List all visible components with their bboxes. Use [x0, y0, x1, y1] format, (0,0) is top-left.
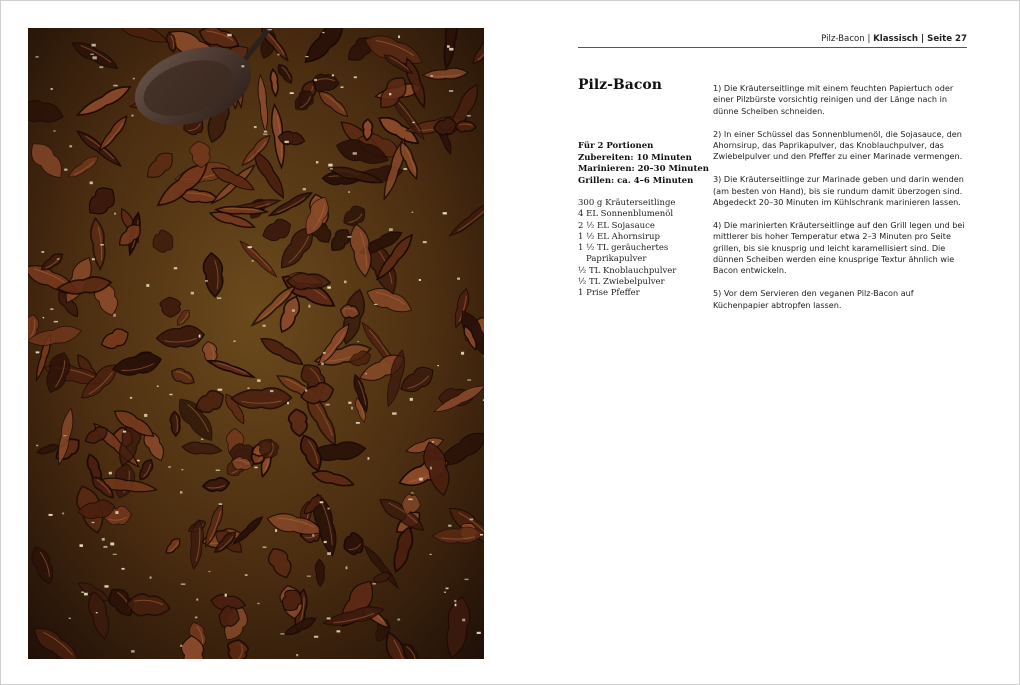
garlic-fleck: [351, 407, 353, 410]
garlic-fleck: [461, 352, 464, 355]
garlic-fleck: [43, 317, 45, 318]
step-4: 4) Die marinierten Kräuterseitlinge auf den Grill legen und bei mittlerer bis hoher Temperatur etwa 2–3 Minuten pro Seite grillen, bis sie knusprig und leicht karamellisiert sind. Die dünnen Scheiben werden eine knusprige Textur ähnlich wie Bacon entwickeln.: [713, 219, 965, 276]
garlic-fleck: [309, 305, 311, 308]
garlic-fleck: [455, 604, 457, 607]
garlic-fleck: [447, 45, 450, 47]
running-head-section: Klassisch | Seite 27: [873, 34, 967, 44]
garlic-fleck: [123, 431, 126, 433]
garlic-fleck: [480, 534, 483, 536]
garlic-fleck: [444, 592, 446, 593]
garlic-fleck: [305, 56, 308, 57]
garlic-fleck: [454, 600, 456, 602]
garlic-fleck: [254, 126, 257, 128]
garlic-fleck: [182, 469, 184, 470]
garlic-fleck: [287, 402, 289, 405]
instruction-steps: [713, 83, 969, 322]
garlic-fleck: [437, 365, 439, 366]
garlic-fleck: [137, 460, 140, 462]
garlic-fleck: [449, 48, 453, 51]
garlic-fleck: [314, 636, 318, 638]
garlic-fleck: [348, 191, 350, 193]
garlic-fleck: [157, 386, 159, 388]
garlic-fleck: [241, 65, 244, 67]
marinate-time: Marinieren: 20–30 Minuten: [578, 164, 709, 174]
garlic-fleck: [346, 566, 348, 569]
garlic-fleck: [397, 619, 400, 621]
garlic-fleck: [248, 246, 252, 248]
garlic-fleck: [96, 612, 98, 613]
garlic-fleck: [324, 541, 327, 543]
garlic-fleck: [316, 161, 319, 164]
garlic-fleck: [290, 92, 294, 94]
garlic-fleck: [90, 182, 93, 185]
garlic-fleck: [180, 491, 182, 493]
garlic-fleck: [133, 78, 135, 80]
garlic-fleck: [35, 56, 38, 57]
garlic-fleck: [102, 538, 105, 541]
garlic-fleck: [357, 341, 359, 342]
garlic-fleck: [411, 492, 414, 493]
garlic-fleck: [62, 513, 64, 515]
ingredient-item: ½ TL Zwiebelpulver: [578, 277, 665, 288]
garlic-fleck: [322, 32, 324, 33]
running-head: [578, 34, 967, 44]
garlic-fleck: [92, 44, 96, 47]
garlic-fleck: [392, 412, 397, 414]
garlic-fleck: [330, 168, 333, 170]
garlic-fleck: [332, 75, 334, 77]
garlic-fleck: [36, 351, 40, 353]
garlic-fleck: [312, 534, 314, 537]
garlic-fleck: [432, 441, 434, 443]
garlic-fleck: [257, 603, 259, 604]
garlic-fleck: [130, 397, 132, 399]
garlic-fleck: [467, 115, 471, 117]
garlic-fleck: [216, 470, 220, 471]
garlic-fleck: [90, 54, 93, 55]
garlic-fleck: [326, 404, 330, 406]
food-photo: [28, 28, 484, 659]
garlic-fleck: [195, 617, 198, 619]
garlic-fleck: [443, 212, 447, 214]
garlic-fleck: [296, 654, 298, 656]
garlic-fleck: [280, 633, 284, 634]
garlic-fleck: [150, 577, 152, 579]
garlic-fleck: [110, 543, 114, 546]
garlic-fleck: [483, 399, 484, 401]
garlic-fleck: [327, 286, 331, 288]
garlic-fleck: [263, 134, 267, 135]
running-head-separator: |: [864, 34, 874, 44]
garlic-fleck: [131, 650, 135, 653]
garlic-fleck: [398, 36, 400, 39]
garlic-fleck: [80, 544, 84, 547]
garlic-fleck: [341, 86, 344, 88]
garlic-fleck: [353, 152, 357, 155]
garlic-fleck: [465, 579, 469, 580]
garlic-fleck: [412, 212, 414, 213]
garlic-fleck: [233, 341, 235, 342]
garlic-fleck: [196, 599, 198, 601]
garlic-fleck: [92, 258, 95, 260]
garlic-fleck: [423, 241, 427, 243]
garlic-fleck: [323, 352, 326, 354]
garlic-fleck: [247, 388, 249, 390]
garlic-fleck: [430, 467, 432, 470]
garlic-fleck: [227, 34, 231, 37]
garlic-fleck: [209, 571, 211, 572]
ingredient-item: 1 ½ TL geräuchertes: [578, 243, 669, 254]
recipe-meta: [578, 141, 708, 187]
garlic-fleck: [93, 56, 97, 59]
garlic-fleck: [305, 390, 307, 392]
garlic-fleck: [446, 588, 449, 590]
garlic-fleck: [477, 632, 481, 634]
garlic-fleck: [321, 363, 323, 366]
garlic-fleck: [169, 394, 172, 395]
garlic-fleck: [217, 297, 221, 299]
garlic-fleck: [275, 529, 277, 532]
garlic-fleck: [285, 141, 289, 143]
garlic-fleck: [337, 630, 341, 632]
garlic-fleck: [270, 390, 273, 392]
garlic-fleck: [69, 145, 72, 147]
step-2: 2) In einer Schüssel das Sonnenblumenöl, die Sojasauce, den Ahornsirup, das Paprikapulver, das Knoblauchpulver, das Zwiebelpulver und den Pfeffer zu einer Marinade vermengen.: [713, 128, 963, 162]
garlic-fleck: [113, 314, 116, 317]
recipe-title: Pilz-Bacon: [578, 77, 662, 93]
garlic-fleck: [430, 554, 432, 555]
prep-time: Zubereiten: 10 Minuten: [578, 152, 692, 163]
garlic-fleck: [100, 244, 104, 246]
garlic-fleck: [84, 593, 88, 596]
garlic-fleck: [53, 130, 55, 132]
garlic-fleck: [431, 75, 433, 76]
garlic-fleck: [348, 402, 351, 404]
garlic-fleck: [109, 472, 112, 475]
garlic-fleck: [54, 321, 58, 323]
garlic-fleck: [132, 115, 134, 117]
ingredient-item-continuation: Paprikapulver: [586, 254, 647, 265]
garlic-fleck: [64, 169, 67, 171]
ingredient-list: [578, 198, 708, 300]
garlic-fleck: [263, 325, 266, 327]
ingredient-item: ½ TL Knoblauchpulver: [578, 265, 677, 276]
garlic-fleck: [277, 54, 279, 56]
garlic-fleck: [115, 511, 118, 514]
garlic-fleck: [419, 279, 421, 281]
garlic-fleck: [356, 422, 360, 424]
garlic-fleck: [462, 619, 465, 622]
garlic-fleck: [419, 478, 423, 481]
garlic-fleck: [408, 499, 412, 501]
garlic-fleck: [320, 501, 324, 503]
garlic-fleck: [57, 258, 60, 259]
garlic-fleck: [218, 389, 223, 391]
garlic-fleck: [201, 439, 203, 440]
garlic-fleck: [470, 519, 474, 521]
ingredient-item: 4 EL Sonnenblumenöl: [578, 209, 674, 220]
step-1: 1) Die Kräuterseitlinge mit einem feuchten Papiertuch oder einer Pilzbürste vorsichtig reinigen und der Länge nach in dünne Scheiben schneiden.: [713, 83, 954, 116]
garlic-fleck: [344, 281, 347, 284]
garlic-fleck: [327, 552, 331, 555]
garlic-fleck: [314, 79, 317, 81]
garlic-fleck: [347, 236, 351, 238]
step-3: 3) Die Kräuterseitlinge zur Marinade geben und darin wenden (am besten von Hand), bis sie rundum damit überzogen sind. Abgedeckt 20–30 Minuten im Kühlschrank marinieren lassen.: [713, 174, 964, 208]
garlic-fleck: [372, 583, 375, 584]
garlic-fleck: [264, 131, 267, 133]
garlic-fleck: [174, 267, 177, 269]
garlic-fleck: [36, 445, 38, 446]
garlic-fleck: [410, 398, 413, 401]
garlic-fleck: [328, 164, 332, 167]
garlic-fleck: [374, 304, 377, 305]
garlic-fleck: [225, 594, 227, 597]
garlic-fleck: [114, 213, 116, 215]
ingredient-item: 300 g Kräuterseitlinge: [578, 198, 676, 208]
garlic-fleck: [245, 574, 248, 576]
garlic-fleck: [146, 284, 149, 287]
garlic-fleck: [354, 76, 357, 78]
garlic-fleck: [103, 546, 107, 548]
garlic-fleck: [181, 584, 186, 585]
garlic-fleck: [122, 568, 125, 570]
garlic-fleck: [307, 576, 311, 577]
ingredient-item: 1 Prise Pfeffer: [578, 288, 640, 299]
garlic-fleck: [368, 457, 370, 460]
garlic-fleck: [69, 618, 71, 619]
garlic-fleck: [448, 525, 451, 527]
garlic-fleck: [180, 645, 182, 647]
garlic-fleck: [254, 467, 257, 469]
garlic-fleck: [104, 585, 108, 587]
grill-time: Grillen: ca. 4–6 Minuten: [578, 175, 694, 186]
garlic-fleck: [51, 88, 53, 90]
garlic-fleck: [113, 554, 117, 555]
garlic-fleck: [467, 379, 471, 380]
garlic-fleck: [191, 292, 194, 295]
garlic-fleck: [412, 122, 414, 123]
garlic-fleck: [263, 547, 267, 549]
garlic-fleck: [327, 617, 331, 619]
garlic-fleck: [81, 592, 84, 593]
garlic-fleck: [389, 93, 391, 95]
garlic-fleck: [99, 66, 103, 68]
garlic-fleck: [49, 514, 53, 516]
garlic-fleck: [292, 309, 295, 312]
garlic-fleck: [257, 379, 261, 382]
garlic-fleck: [449, 90, 453, 91]
garlic-fleck: [168, 466, 171, 467]
garlic-fleck: [252, 260, 254, 261]
garlic-fleck: [457, 278, 460, 280]
step-5: 5) Vor dem Servieren den veganen Pilz-Bacon auf Küchenpapier abtropfen lassen.: [713, 288, 914, 310]
garlic-fleck: [268, 29, 272, 30]
garlic-fleck: [92, 522, 95, 523]
grilled-mushroom-bacon-image: [28, 28, 484, 659]
garlic-fleck: [199, 335, 201, 338]
garlic-fleck: [219, 503, 223, 504]
garlic-fleck: [365, 373, 367, 374]
ingredient-item: 1 ½ EL Ahornsirup: [578, 231, 660, 242]
servings: Für 2 Portionen: [578, 141, 654, 151]
ingredient-item: 2 ½ EL Sojasauce: [578, 220, 655, 231]
garlic-fleck: [205, 280, 208, 282]
garlic-fleck: [63, 435, 66, 436]
garlic-fleck: [328, 508, 330, 510]
garlic-fleck: [41, 251, 44, 253]
garlic-fleck: [389, 228, 393, 231]
garlic-fleck: [113, 85, 117, 87]
running-head-recipe: Pilz-Bacon: [821, 34, 865, 44]
garlic-fleck: [404, 168, 408, 170]
garlic-fleck: [303, 188, 306, 190]
header-rule: [578, 47, 967, 48]
garlic-fleck: [50, 308, 53, 310]
garlic-fleck: [144, 414, 147, 417]
